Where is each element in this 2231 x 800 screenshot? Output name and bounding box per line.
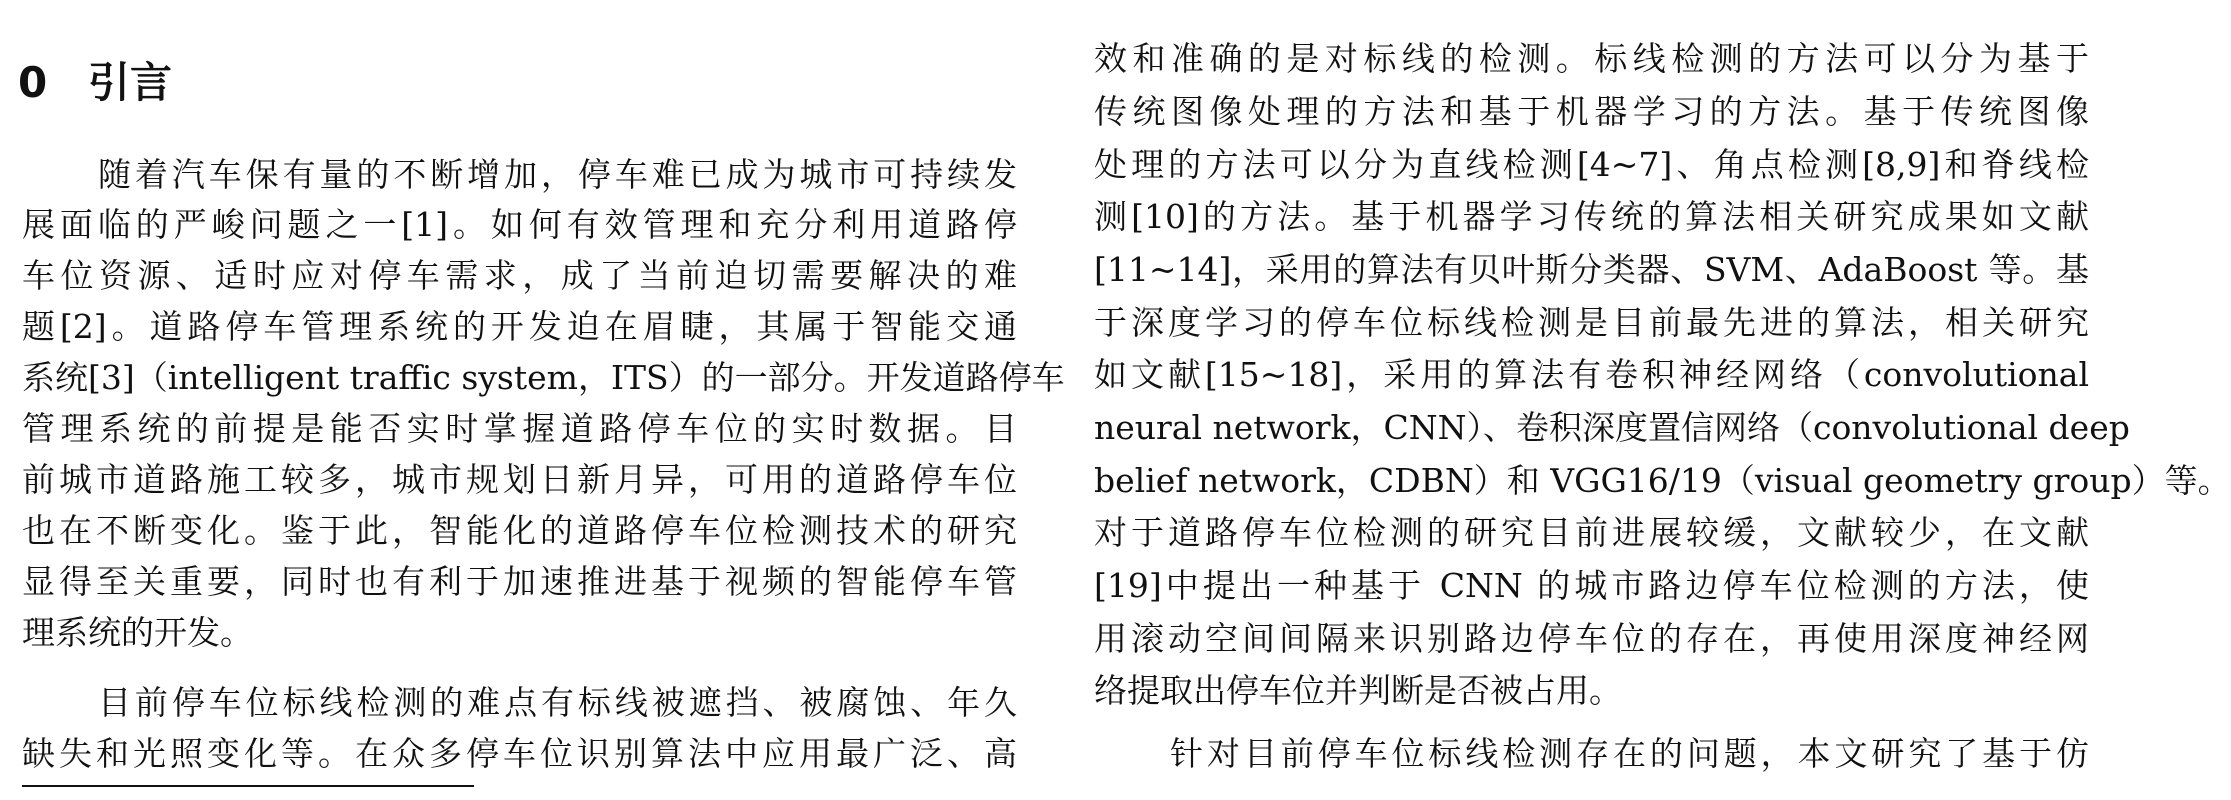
text-line: 车位资源、适时应对停车需求，成了当前迫切需要解决的难 xyxy=(22,256,1017,295)
text-line: 目前停车位标线检测的难点有标线被遮挡、被腐蚀、年久 xyxy=(98,683,1017,722)
text-line: 随着汽车保有量的不断增加，停车难已成为城市可持续发 xyxy=(98,155,1017,194)
text-line: 效和准确的是对标线的检测。标线检测的方法可以分为基于 xyxy=(1094,39,2089,78)
text-line: 络提取出停车位并判断是否被占用。 xyxy=(1094,671,1622,710)
text-line: 展面临的严峻问题之一[1]。如何有效管理和充分利用道路停 xyxy=(22,205,1017,244)
text-line: [19]中提出一种基于 CNN 的城市路边停车位检测的方法，使 xyxy=(1094,566,2089,605)
text-line: 如文献[15~18]，采用的算法有卷积神经网络（convolutional xyxy=(1094,355,2089,394)
section-title: 引言 xyxy=(88,58,173,107)
text-line: 系统[3]（intelligent traffic system，ITS）的一部分。开发道路停车 xyxy=(22,358,1065,397)
text-line: 管理系统的前提是能否实时掌握道路停车位的实时数据。目 xyxy=(22,409,1017,448)
text-line: 处理的方法可以分为直线检测[4~7]、角点检测[8,9]和脊线检 xyxy=(1094,145,2089,184)
text-line: 题[2]。道路停车管理系统的开发迫在眉睫，其属于智能交通 xyxy=(22,307,1017,346)
text-line: 传统图像处理的方法和基于机器学习的方法。基于传统图像 xyxy=(1094,92,2089,131)
text-line: 针对目前停车位标线检测存在的问题，本文研究了基于仿 xyxy=(1170,734,2089,773)
section-heading xyxy=(18,58,172,108)
text-line: 缺失和光照变化等。在众多停车位识别算法中应用最广泛、高 xyxy=(22,734,1017,773)
text-line: 显得至关重要，同时也有利于加速推进基于视频的智能停车管 xyxy=(22,562,1017,601)
text-line: belief network，CDBN）和 VGG16/19（visual geometry group）等。 xyxy=(1094,461,2231,500)
text-line: neural network，CNN）、卷积深度置信网络（convolutional deep xyxy=(1094,408,2130,447)
text-line: 用滚动空间间隔来识别路边停车位的存在，再使用深度神经网 xyxy=(1094,619,2089,658)
text-line: 前城市道路施工较多，城市规划日新月异，可用的道路停车位 xyxy=(22,460,1017,499)
text-line: 于深度学习的停车位标线检测是目前最先进的算法，相关研究 xyxy=(1094,303,2089,342)
text-line: 测[10]的方法。基于机器学习传统的算法相关研究成果如文献 xyxy=(1094,197,2089,236)
text-line: 对于道路停车位检测的研究目前进展较缓，文献较少，在文献 xyxy=(1094,513,2089,552)
text-line: 理系统的开发。 xyxy=(22,613,253,652)
text-line: 也在不断变化。鉴于此，智能化的道路停车位检测技术的研究 xyxy=(22,511,1017,550)
footnote-rule xyxy=(22,785,474,787)
text-line: [11~14]，采用的算法有贝叶斯分类器、SVM、AdaBoost 等。基 xyxy=(1094,250,2089,289)
section-number: 0 xyxy=(18,58,48,107)
